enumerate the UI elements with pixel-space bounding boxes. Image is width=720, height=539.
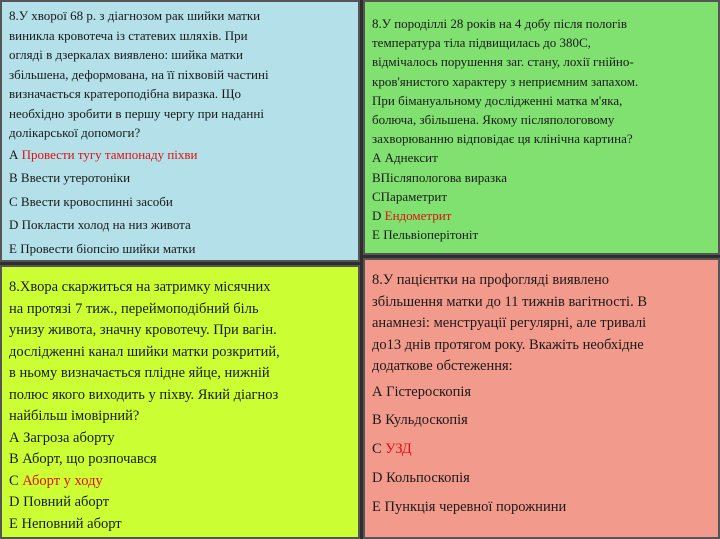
- answer-option-e: Е Пельвіоперітоніт: [372, 227, 479, 243]
- question-text: 8.У пацієнтки на профогляді виявлено збільшення матки до 11 тижнів вагітності. В анамнезі: менструації регулярні, але тривалі до13 днів протягом року. Вкажіть необхідне додаткове обстеження:: [372, 272, 648, 374]
- answer-option-b: В Ввести утеротоніки: [9, 170, 131, 185]
- answer-option-b: В Аборт, що розпочався: [9, 451, 157, 467]
- answer-option-a: А Загроза аборту: [9, 429, 115, 446]
- question-card-1: [0, 0, 360, 262]
- question-text: 8.Хвора скаржиться на затримку місячних на протязі 7 тиж., переймоподібний біль унизу живота, значну кровотечу. При вагін. дослідженні канал шийки матки розкритий, в ньому визначається плідне яйце, нижній полюс якого виходить у піхву. Який діагноз найбільш імовірний?: [9, 279, 280, 424]
- answer-option-e: Е Пункція черевної порожнини: [372, 498, 567, 515]
- answer-option-c: С Ввести кровоспинні засоби: [9, 193, 173, 209]
- answer-options: [9, 143, 351, 261]
- answer-option-d: D Ендометрит: [372, 208, 452, 224]
- answer-option-d: D Кольпоскопія: [372, 469, 470, 486]
- answer-option-c: СПараметрит: [372, 188, 448, 204]
- answer-option-a: А Гістероскопія: [372, 383, 472, 400]
- answer-option-e: Е Провести біопсію шийки матки: [9, 240, 196, 256]
- question-text: 8.У породіллі 28 років на 4 добу після пологів температура тіла підвищилась до 380С, відмічалось порушення заг. стану, лохії гнійно- кров'янистого характеру з неприємним запахом. При бімануальному дослідженні матка м'яка, болюча, збільшена. Якому післяпологовому захворюванню відповідає ця клінічна картина?: [372, 16, 639, 147]
- answer-option-a: А Провести тугу тампонаду піхви: [9, 146, 198, 162]
- answer-option-e: Е Неповний аборт: [9, 515, 122, 532]
- answer-option-d: D Покласти холод на низ живота: [9, 217, 191, 232]
- answer-option-b: ВПісляпологова виразка: [372, 169, 508, 185]
- answer-options: [9, 428, 351, 536]
- question-card-2: [363, 0, 720, 255]
- question-card-4: [363, 258, 720, 539]
- answer-options: [372, 378, 711, 522]
- answer-option-c: С Аборт у ходу: [9, 472, 103, 489]
- answer-options: [372, 148, 711, 244]
- answer-option-d: D Повний аборт: [9, 494, 110, 510]
- answer-option-b: В Кульдоскопія: [372, 412, 468, 429]
- question-text: 8.У хворої 68 р. з діагнозом рак шийки матки виникла кровотеча із статевих шляхів. При огляді в дзеркалах виявлено: шийка матки збільшена, деформована, на її пiхвовій частині визначається кратероподібна виразка. Що необхідно зробити в першу чергу при наданні долікарської допомоги?: [9, 8, 269, 140]
- answer-option-c: С УЗД: [372, 441, 412, 458]
- answer-option-a: А Аднексит: [372, 150, 438, 166]
- question-card-3: [0, 265, 360, 539]
